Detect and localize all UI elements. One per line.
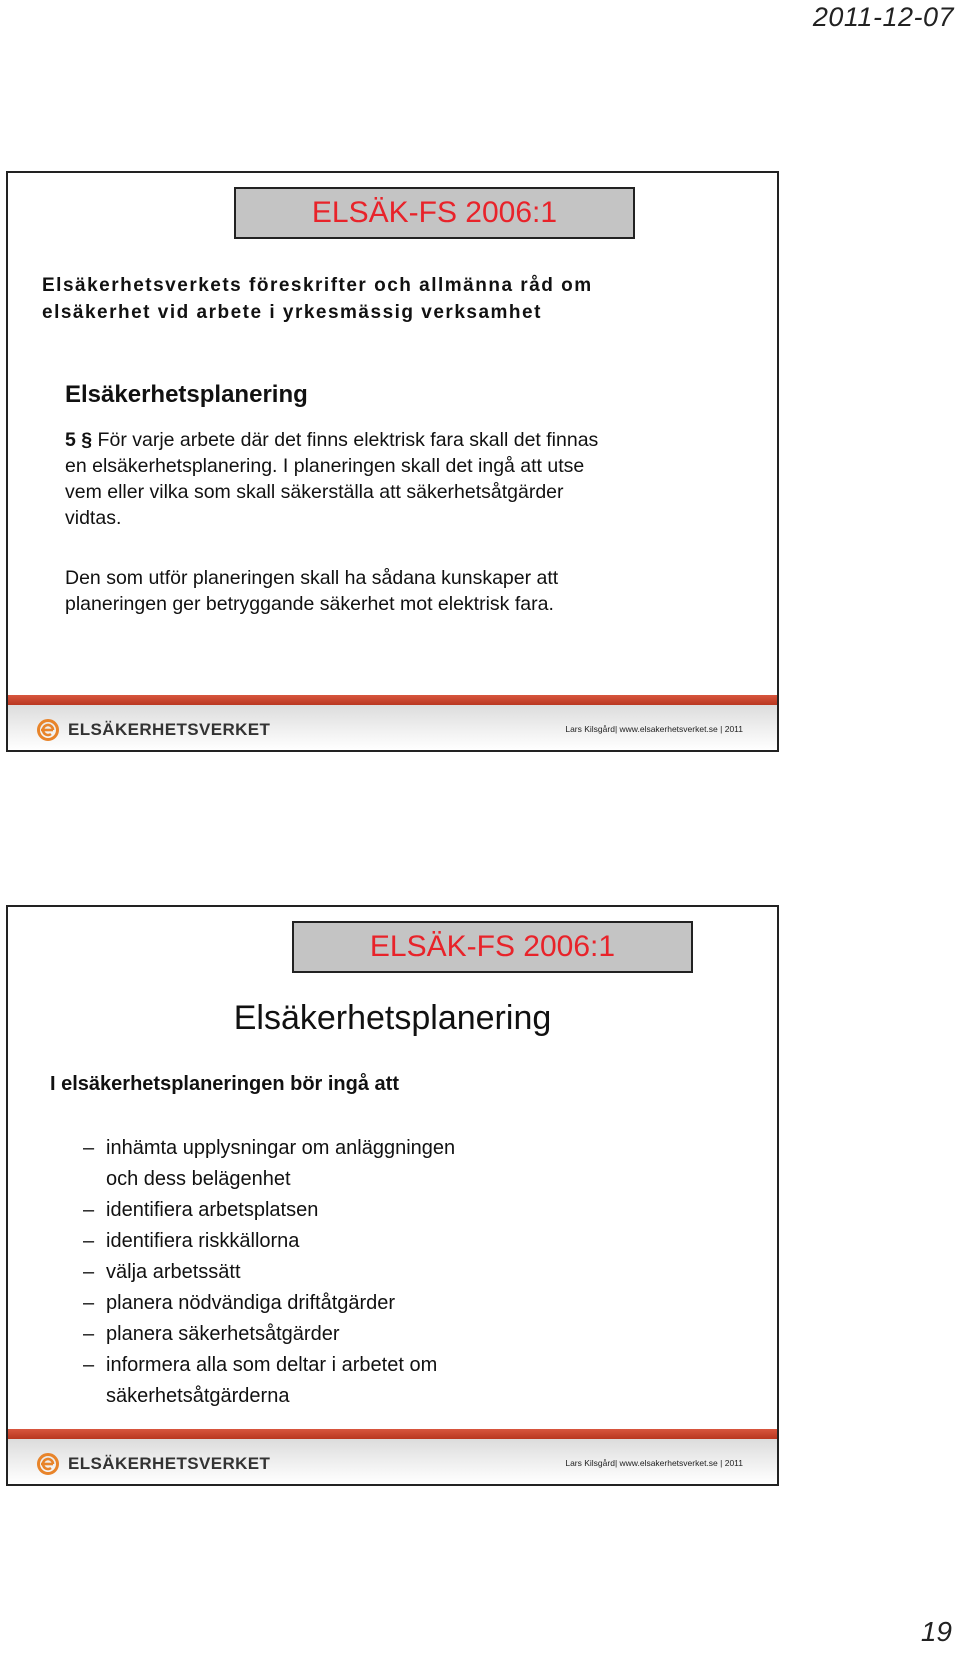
paragraph-line: vem eller vilka som skall säkerställa att säkerhetsåtgärder xyxy=(65,481,564,503)
bullet-dash: – xyxy=(83,1261,95,1283)
list-item xyxy=(83,1350,455,1412)
paragraph-line: vidtas. xyxy=(65,507,122,529)
slide-title: ELSÄK-FS 2006:1 xyxy=(292,921,693,973)
footer-credit: Lars Kilsgård| www.elsakerhetsverket.se | 2011 xyxy=(565,1458,743,1468)
brand-logo xyxy=(36,1452,270,1476)
bullet-list xyxy=(83,1133,455,1412)
page-number: 19 xyxy=(920,1616,952,1647)
list-item xyxy=(83,1288,455,1319)
paragraph-competence xyxy=(65,565,558,617)
footer-stripe xyxy=(8,1429,777,1439)
paragraph-section-5 xyxy=(65,427,598,531)
list-item xyxy=(83,1257,455,1288)
bullet-dash: – xyxy=(83,1137,95,1159)
logo-text: ELSÄKERHETSVERKET xyxy=(68,720,271,739)
list-item-text: identifiera riskkällorna xyxy=(106,1230,300,1252)
elsakerhetsverket-logo-icon xyxy=(36,718,60,742)
bullet-dash: – xyxy=(83,1323,95,1345)
logo-text: ELSÄKERHETSVERKET xyxy=(68,1454,271,1473)
slide-title: ELSÄK-FS 2006:1 xyxy=(234,187,635,239)
paragraph-line: Den som utför planeringen skall ha sådana kunskaper att xyxy=(65,567,559,589)
list-item-text: informera alla som deltar i arbetet om xyxy=(106,1354,438,1376)
list-item xyxy=(83,1319,455,1350)
slide-heading: Elsäkerhetsplanering xyxy=(233,999,552,1037)
paragraph-line: en elsäkerhetsplanering. I planeringen skall det ingå att utse xyxy=(65,455,585,477)
list-item-text: planera nödvändiga driftåtgärder xyxy=(106,1292,396,1314)
list-item-text: välja arbetssätt xyxy=(106,1261,241,1283)
list-item xyxy=(83,1195,455,1226)
bullet-dash: – xyxy=(83,1199,95,1221)
list-item-text: inhämta upplysningar om anläggningen xyxy=(106,1137,456,1159)
page-date: 2011-12-07 xyxy=(812,2,954,32)
list-item-text: planera säkerhetsåtgärder xyxy=(106,1323,340,1345)
list-item-text: säkerhetsåtgärderna xyxy=(106,1385,290,1407)
section-sign: § xyxy=(81,429,93,451)
bullet-dash: – xyxy=(83,1292,95,1314)
footer-credit: Lars Kilsgård| www.elsakerhetsverket.se | 2011 xyxy=(565,724,743,734)
footer-stripe xyxy=(8,695,777,705)
section-number: 5 xyxy=(65,429,76,451)
bullet-dash: – xyxy=(83,1230,95,1252)
lead-text: I elsäkerhetsplaneringen bör ingå att xyxy=(50,1073,399,1095)
list-item xyxy=(83,1226,455,1257)
bullet-dash: – xyxy=(83,1354,95,1376)
slide-subtitle xyxy=(42,272,742,326)
slide-footer xyxy=(8,1429,777,1484)
list-item-text: identifiera arbetsplatsen xyxy=(106,1199,319,1221)
list-item-text: och dess belägenhet xyxy=(106,1168,291,1190)
elsakerhetsverket-logo-icon xyxy=(36,1452,60,1476)
paragraph-line: För varje arbete där det finns elektrisk fara skall det finnas xyxy=(92,429,599,451)
subtitle-line: elsäkerhet vid arbete i yrkesmässig verksamhet xyxy=(42,302,542,323)
slide-2 xyxy=(6,905,779,1486)
subtitle-line: Elsäkerhetsverkets föreskrifter och allmänna råd om xyxy=(42,275,593,296)
list-item xyxy=(83,1133,455,1195)
section-heading: Elsäkerhetsplanering xyxy=(65,381,308,408)
brand-logo xyxy=(36,718,270,742)
slide-footer xyxy=(8,695,777,750)
paragraph-line: planeringen ger betryggande säkerhet mot elektrisk fara. xyxy=(65,593,554,615)
slide-1 xyxy=(6,171,779,752)
